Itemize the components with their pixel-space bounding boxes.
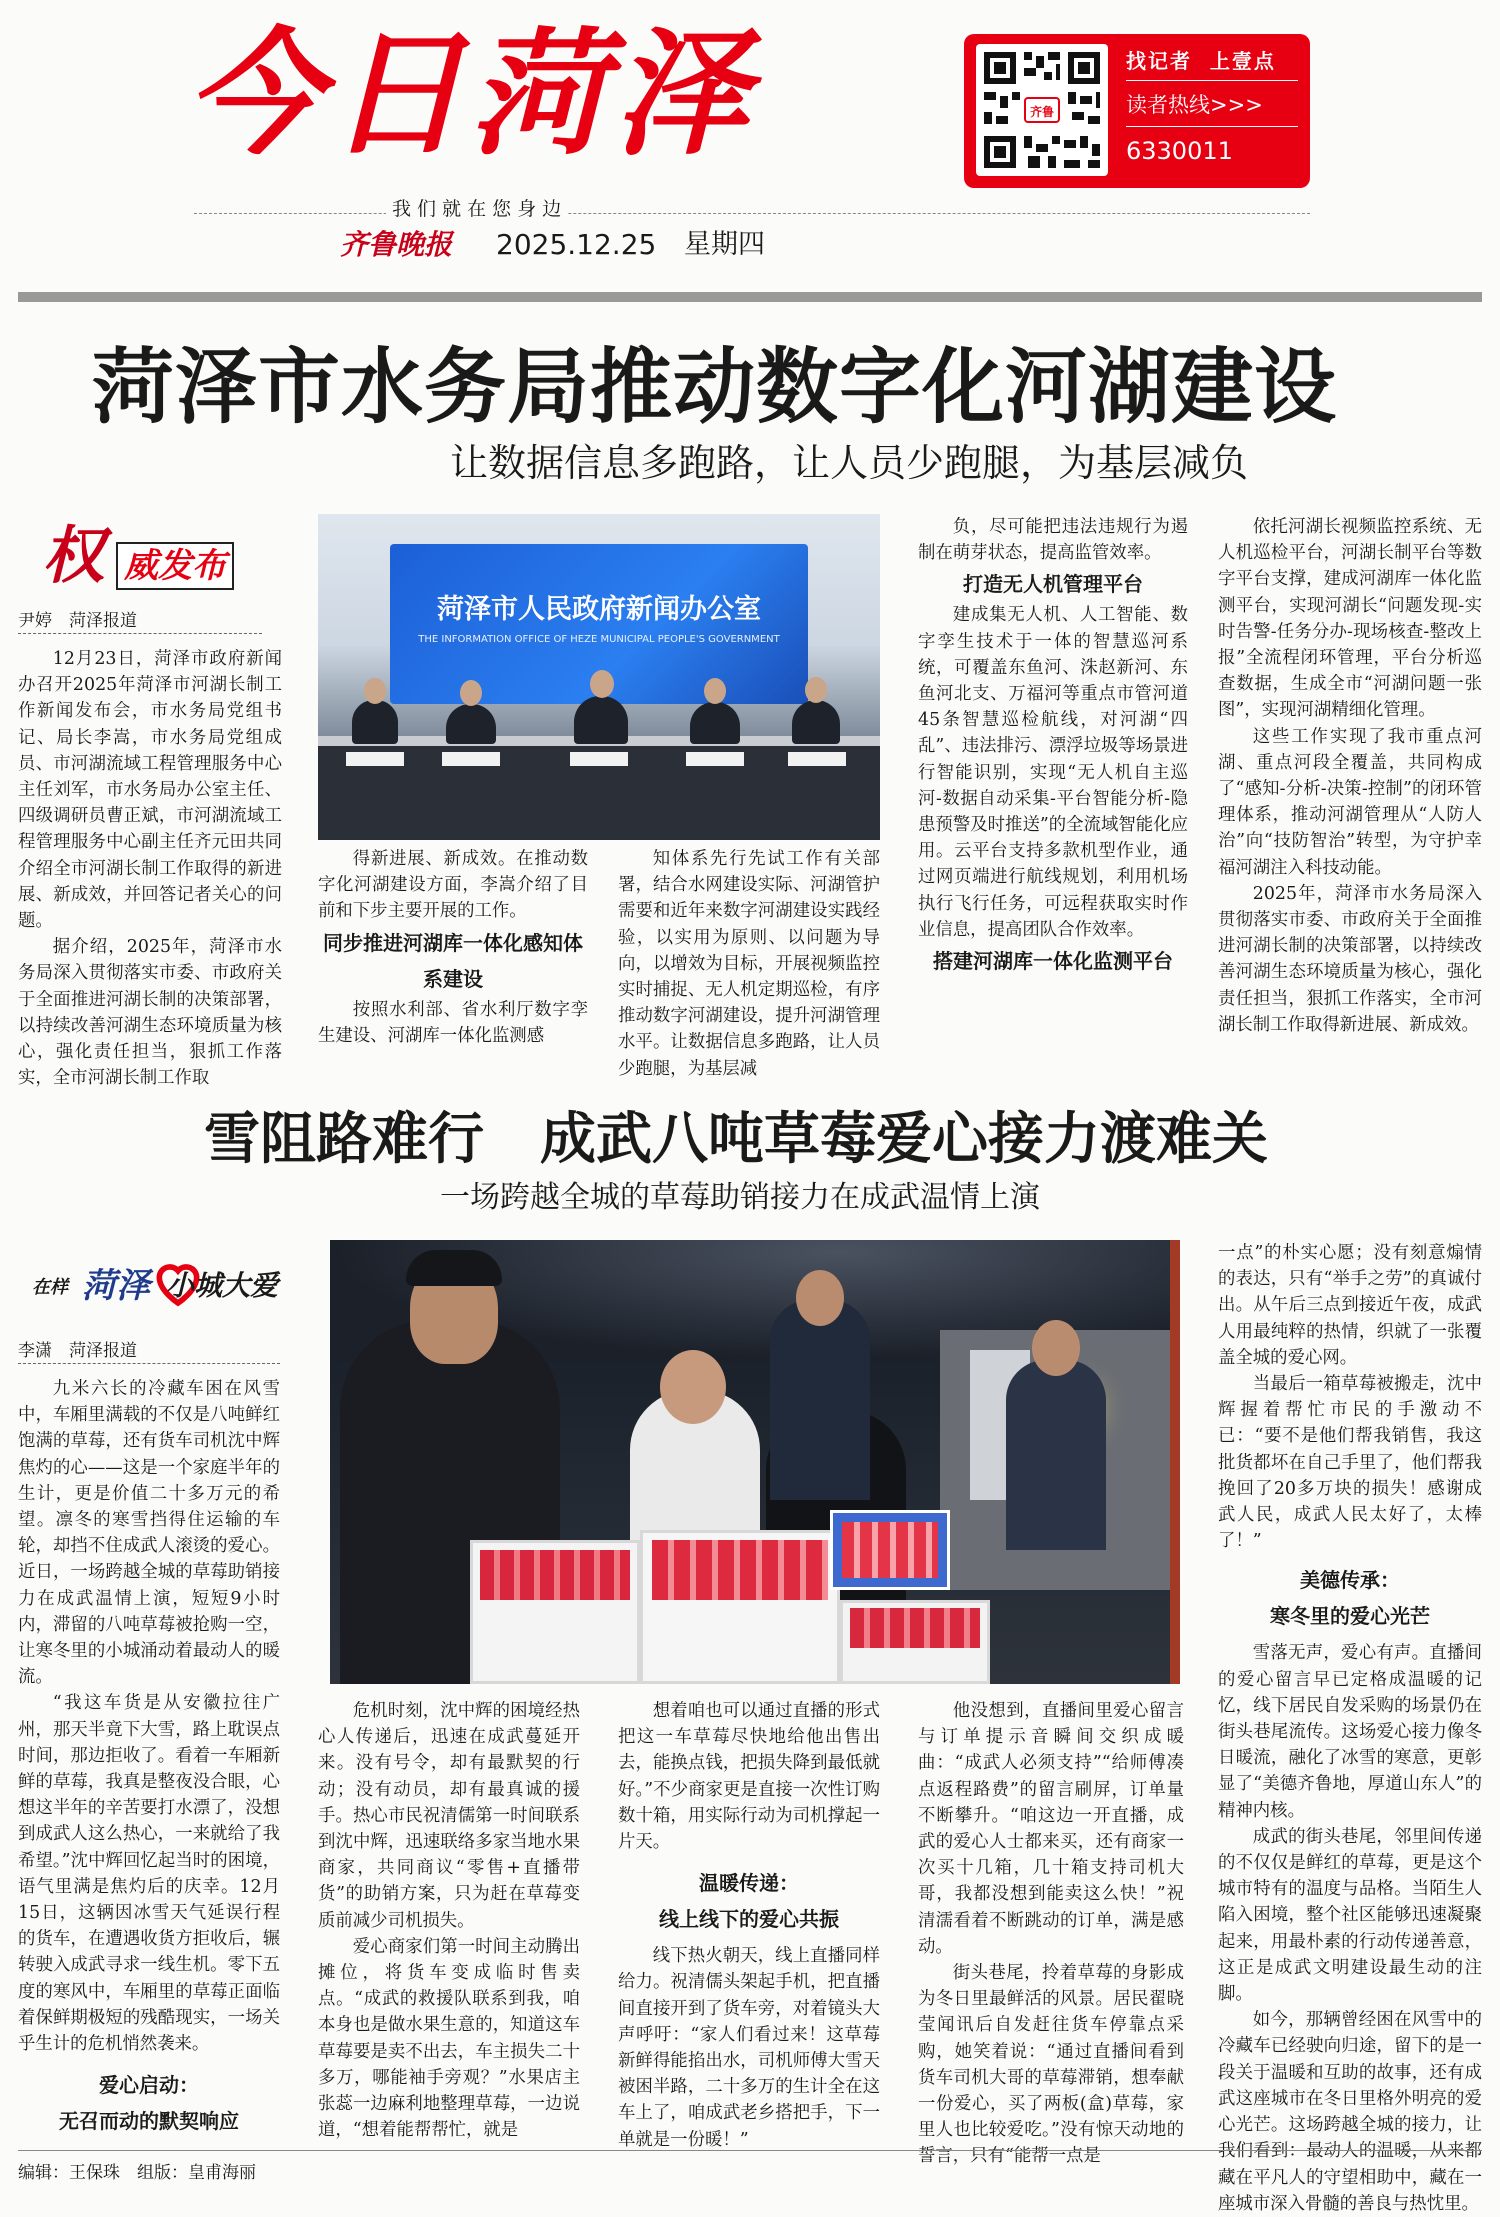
footer-editor: 编辑：王保珠 组版：皇甫海丽 bbox=[18, 2163, 256, 2183]
subhead-love-start: 爱心启动： bbox=[99, 2073, 199, 2098]
badge-rest: 威发布 bbox=[116, 542, 234, 590]
article1-col2: 得新进展、新成效。在推动数字化河湖建设方面，李嵩介绍了目前和下步主要开展的工作。 同步推进河湖库一体化感知体系建设 按照水利部、省水利厅数字孪生建设、河湖库一体化监测感 bbox=[318, 849, 588, 1046]
panel-line1: 找记者 上壹点 bbox=[1126, 49, 1276, 73]
article2-headline: 雪阻路难行 成武八吨草莓爱心接力渡难关 bbox=[204, 1107, 1268, 1172]
section-badge-authority bbox=[18, 520, 258, 592]
article2-col4: 他没想到，直播间里爱心留言与订单提示音瞬间交织成暖曲：“成武人必须支持”“给师傅凑点返程路费”的留言刷屏，订单量不断攀升。“咱这边一开直播，成武的爱心人士都来买，还有商家一次买十几箱，几十箱支持司机大哥，我都没想到能卖这么快！”祝清濡看着不断跳动的订单，满是感动。 街头巷尾，拎着草莓的身影成为冬日里最鲜活的风景。居民翟晓莹闻讯后自发赶往货车停靠点采购，她笑着说：“通过直播间看到货车司机大哥的草莓滞销，想奉献一份爱心，买了两板(盒)草莓，家里人也比较爱吃。”没有惊天动地的誓言，只有“能帮一点是 bbox=[918, 1701, 1184, 2167]
article1-col3: 知体系先行先试工作有关部署，结合水网建设实际、河湖管护需要和近年来数字河湖建设实践经验，以实用为原则、以问题为导向，以增效为目标，开展视频监控实时捕捉、无人机定期巡检，有序推动数字河湖建设，提升河湖管理水平。让数据信息多跑路，让人员少跑腿，为基层减 bbox=[618, 849, 880, 1079]
masthead-slogan: 我 们 就 在 您 身 边 bbox=[386, 197, 567, 221]
masthead-logo: 今日菏泽 bbox=[186, 16, 754, 174]
badge-big-char: 权 bbox=[42, 519, 105, 592]
subhead-warmth-2: 线上线下的爱心共振 bbox=[659, 1907, 839, 1932]
article2-reporter: 李潇 菏泽报道 bbox=[18, 1336, 280, 1364]
article1-col1: 12月23日，菏泽市政府新闻办召开2025年菏泽市河湖长制工作新闻发布会，市水务局党组书记、局长李嵩，市水务局党组成员、市河湖流域工程管理服务中心主任刘军，市水务局办公室主任、四级调研员曹正斌，市河湖流域工程管理服务中心副主任齐元田共同介绍全市河湖长制工作取得的新进展、新成效，并回答记者关心的问题。 据介绍，2025年，菏泽市水务局深入贯彻落实市委、市政府关于全面推进河湖长制的决策部署，以持续改善河湖生态环境质量为核心，强化责任担当，狠抓工作落实，全市河湖长制工作取 bbox=[18, 649, 282, 1089]
article1-reporter: 尹婷 菏泽报道 bbox=[18, 606, 262, 634]
article2-col1: 九米六长的冷藏车困在风雪中，车厢里满载的不仅是八吨鲜红饱满的草莓，还有货车司机沈中辉焦灼的心——这是一个家庭半年的生计，更是价值二十多万元的希望。凛冬的寒雪挡得住运输的车轮，却挡不住成武人滚烫的爱心。近日，一场跨越全城的草莓助销接力在成武温情上演，短短9小时内，滞留的八吨草莓被抢购一空，让寒冬里的小城涌动着最动人的暖流。 “我这车货是从安徽拉往广州，那天半竟下大雪，路上耽误点时间，那边拒收了。看着一车厢新鲜的草莓，我真是整夜没合眼，心想这半年的辛苦要打水漂了，没想到成武人这么热心，一来就给了我希望。”沈中辉回忆起当时的困境，语气里满是焦灼后的庆幸。12月15日，这辆因冰雪天气延误行程的货车，在遭遇收货方拒收后，辗转驶入成武寻求一线生机。零下五度的寒风中，车厢里的草莓正面临着保鲜期极短的残酷现实，一场关乎生计的危机悄然袭来。 爱心启动： 无召而动的默契响应 bbox=[18, 1376, 280, 2142]
panel-line2: 读者热线>>> bbox=[1126, 93, 1263, 117]
masthead bbox=[0, 0, 1500, 300]
subhead-virtue: 美德传承： bbox=[1300, 1568, 1400, 1593]
issue-date: 2025.12.25 bbox=[496, 228, 657, 261]
subhead-monitoring-platform: 搭建河湖库一体化监测平台 bbox=[933, 949, 1173, 974]
article2-subhead: 一场跨越全城的草莓助销接力在成武温情上演 bbox=[440, 1180, 1040, 1215]
article1-headline: 菏泽市水务局推动数字化河湖建设 bbox=[92, 340, 1338, 435]
info-panel bbox=[964, 34, 1310, 188]
photo-sign-en: THE INFORMATION OFFICE OF HEZE MUNICIPAL PEOPLE'S GOVERNMENT bbox=[418, 634, 780, 645]
paper-name: 齐鲁晚报 bbox=[340, 228, 453, 261]
hotline-number: 6330011 bbox=[1126, 137, 1233, 165]
top-rule bbox=[18, 292, 1482, 302]
issue-weekday: 星期四 bbox=[684, 229, 765, 260]
article1-col5: 依托河湖长视频监控系统、无人机巡检平台，河湖长制平台等数字平台支撑，建成河湖库一体化监测平台，实现河湖长“问题发现-实时告警-任务分办-现场核查-整改上报”全流程闭环管理，平台分析巡查数据，生成全市“河湖问题一张图”，实现河湖精细化管理。 这些工作实现了我市重点河湖、重点河段全覆盖，共同构成了“感知-分析-决策-控制”的闭环管理体系，推动河湖管理从“人防人治”向“技防智治”转型，为守护幸福河湖注入科技动能。 2025年，菏泽市水务局深入贯彻落实市委、市政府关于全面推进河湖长制的决策部署，以持续改善河湖生态环境质量为核心，强化责任担当，狠抓工作落实，全市河湖长制工作取得新进展、新成效。 bbox=[1218, 517, 1482, 1035]
section-badge-love: 在样 菏泽 小城大爱 bbox=[18, 1252, 298, 1322]
subhead-virtue-2: 寒冬里的爱心光芒 bbox=[1270, 1604, 1430, 1629]
subhead-love-start-2: 无召而动的默契响应 bbox=[59, 2109, 239, 2134]
article2-col3: 想着咱也可以通过直播的形式把这一车草莓尽快地给他出售出去，能换点钱，把损失降到最低就好。”不少商家更是直接一次性订购数十箱，用实际行动为司机撑起一片天。 温暖传递： 线上线下的爱心共振 线下热火朝天，线上直播同样给力。祝清儒头架起手机，把直播间直接开到了货车旁，对着镜头大声呼吁：“家人们看过来！这草莓新鲜得能掐出水，司机师傅大雪天被困半路，二十多万的生计全在这车上了，咱成武老乡搭把手，下一单就是一份暖！” bbox=[618, 1701, 880, 2150]
article1-subhead: 让数据信息多跑路，让人员少跑腿，为基层减负 bbox=[450, 441, 1249, 485]
press-conference-photo bbox=[318, 514, 880, 840]
qr-center-label: 齐鲁 bbox=[1024, 97, 1060, 123]
subhead-sensing-system: 同步推进河湖库一体化感知体系建设 bbox=[323, 930, 583, 991]
article2-col5: 一点”的朴实心愿；没有刻意煽情的表达，只有“举手之劳”的真诚付出。从午后三点到接近午夜，成武人用最纯粹的热情，织就了一张覆盖全城的爱心网。 当最后一箱草莓被搬走，沈中辉握着帮忙市民的手激动不已：“要不是他们帮我销售，我这批货都坏在自己手里了，他们帮我挽回了20多万块的损失！感谢成武人民，成武人民太好了，太棒了！” 美德传承： 寒冬里的爱心光芒 雪落无声，爱心有声。直播间的爱心留言早已定格成温暖的记忆，线下居民自发采购的场景仍在街头巷尾流传。这场爱心接力像冬日暖流，融化了冰雪的寒意，更彰显了“美德齐鲁地，厚道山东人”的精神内核。 成武的街头巷尾，邻里间传递的不仅仅是鲜红的草莓，更是这个城市特有的温度与品格。当陌生人陷入困境，整个社区能够迅速凝聚起来，用最朴素的行动传递善意，这正是成武文明建设最生动的注脚。 如今，那辆曾经困在风雪中的冷藏车已经驶向归途，留下的是一段关于温暖和互助的故事，还有成武这座城市在冬日里格外明亮的爱心光芒。这场跨越全城的接力，让我们看到：最动人的温暖，从来都藏在平凡人的守望相助中，藏在一座城市深入骨髓的善良与热忱里。 bbox=[1218, 1243, 1482, 2214]
subhead-drone-platform: 打造无人机管理平台 bbox=[963, 572, 1143, 597]
article1-col4: 负，尽可能把违法违规行为遏制在萌芽状态，提高监管效率。 打造无人机管理平台 建成集无人机、人工智能、数字孪生技术于一体的智慧巡河系统，可覆盖东鱼河、洙赵新河、东鱼河北支、万福河等重点市管河道45条智慧巡检航线，对河湖“四乱”、违法排污、漂浮垃圾等场景进行智能识别，实现“无人机自主巡河-数据自动采集-平台智能分析-隐患预警及时推送”的全流域智能化应用。云平台支持多款机型作业，通过网页端进行航线规划，利用机场执行飞行任务，可远程获取实时作业信息，提高团队合作效率。 搭建河湖库一体化监测平台 bbox=[918, 514, 1188, 1054]
subhead-warmth: 温暖传递： bbox=[699, 1871, 799, 1896]
strawberry-sale-photo bbox=[330, 1240, 1180, 1684]
masthead-rule bbox=[194, 213, 1310, 214]
photo-sign-cn: 菏泽市人民政府新闻办公室 bbox=[437, 594, 761, 625]
article2-col2: 危机时刻，沈中辉的困境经热心人传递后，迅速在成武蔓延开来。没有号令，却有最默契的行动；没有动员，却有最真诚的援手。热心市民祝清儒第一时间联系到沈中辉，迅速联络多家当地水果商家，共同商议“零售+直播带货”的助销方案，只为赶在草莓变质前减少司机损失。 爱心商家们第一时间主动腾出摊位，将货车变成临时售卖点。“成武的救援队联系到我，咱本身也是做水果生意的，知道这车草莓要是卖不出去，车主损失二十多万，哪能袖手旁观？”水果店主张蕊一边麻利地整理草莓，一边说道，“想着能帮帮忙，就是 bbox=[318, 1701, 580, 2141]
qr-code[interactable] bbox=[976, 44, 1108, 176]
footer-rule bbox=[18, 2150, 1482, 2151]
